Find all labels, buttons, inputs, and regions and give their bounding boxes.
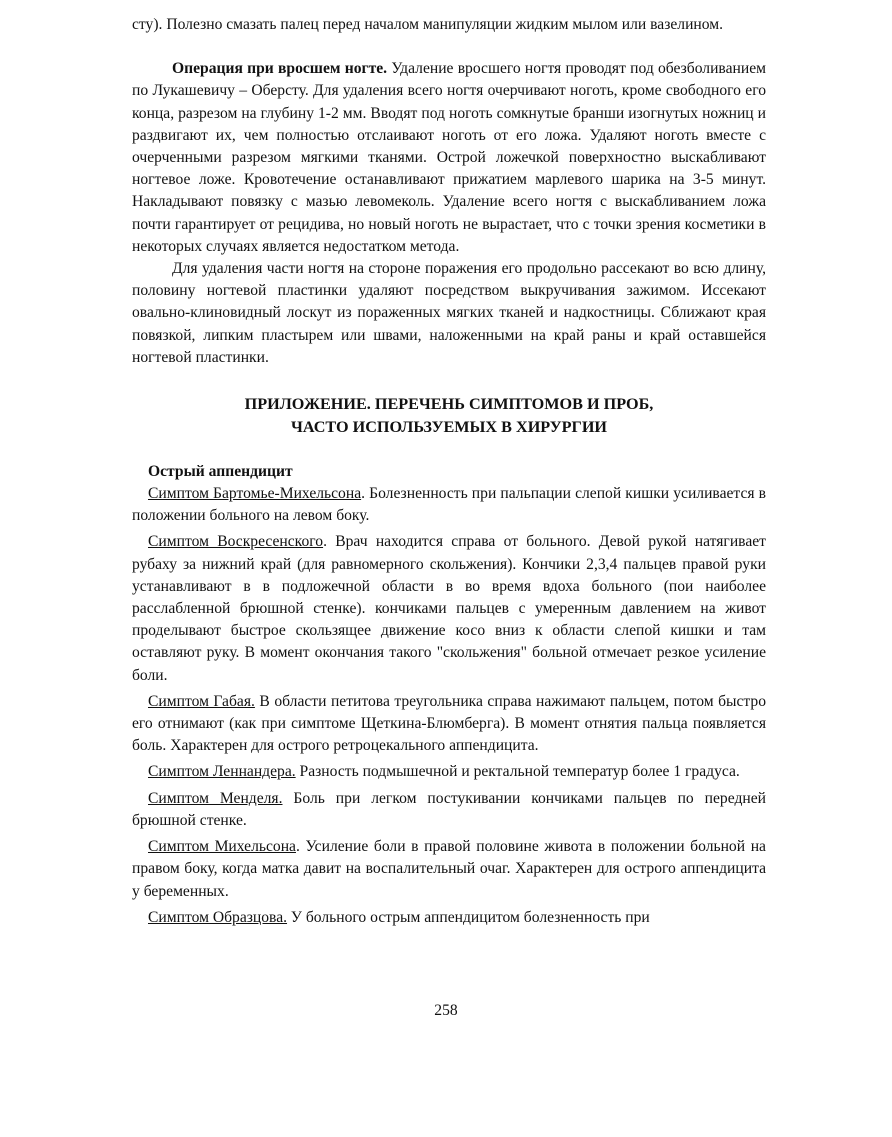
ingrown-nail-heading: Операция при вросшем ногте. — [172, 60, 388, 78]
symptom-entry — [132, 907, 766, 929]
symptom-name: Симптом Воскресенского — [148, 533, 324, 551]
symptom-entry — [132, 691, 766, 758]
symptom-name: Симптом Образцова. — [148, 908, 288, 926]
appendix-title — [132, 393, 766, 439]
symptom-text: У больного острым аппендицитом болезненность при — [287, 908, 650, 926]
symptom-name: Симптом Бартомье-Михельсона — [148, 485, 362, 503]
section-subtitle: Острый аппендицит — [148, 463, 293, 481]
symptom-text: . Усиление боли в правой половине живота в положении больной на правом боку, когда матка давит на воспалительный очаг. Характерен для острого аппендицита у беременных. — [132, 838, 766, 900]
symptom-name: Симптом Габая. — [148, 692, 255, 710]
appendix-title-line-1: ПРИЛОЖЕНИЕ. ПЕРЕЧЕНЬ СИМПТОМОВ И ПРОБ, — [244, 395, 654, 414]
intro-paragraph-tail: сту). Полезно смазать палец перед началом манипуляции жидким мылом или вазелином. — [132, 16, 724, 33]
symptom-text: Боль при легком постукивании кончиками пальцев по передней брюшной стенке. — [132, 789, 766, 829]
symptom-entry — [132, 761, 766, 783]
symptom-text: В области петитова треугольника справа нажимают пальцем, потом быстро его отнимают (как при симптоме Щеткина-Блюмберга). В момент отнятия пальца появляется боль. Характерен для острого ретроцекального аппендицита. — [132, 692, 766, 755]
spacer — [132, 36, 766, 58]
ingrown-nail-text-1: Удаление вросшего ногтя проводят под обезболиванием по Лукашевичу – Оберсту. Для удаления всего ногтя очерчивают ноготь, кроме свободного его конца, разрезом на глубину 1-2 мм. Вводят под ноготь сомкнутые бранши изогнутых ножниц и раздвигают их, чем полностью отслаивают ноготь от его ложа. Удаляют ноготь вместе с очерченными разрезом мягкими тканями. Острой ложечкой поверхностно выскабливают ногтевое ложе. Кровотечение останавливают прижатием марлевого шарика на 3-5 минут. Накладывают повязку с мазью левомеколь. Удаление всего ногтя с выскабливанием ложа почти гарантирует от рецидива, но новый ноготь не вырастает, что с точки зрения косметики в некоторых случаях является недостатком метода. — [132, 60, 766, 255]
symptom-name: Симптом Менделя. — [148, 789, 283, 807]
page-number: 258 — [434, 1002, 458, 1019]
appendix-title-line-2: ЧАСТО ИСПОЛЬЗУЕМЫХ В ХИРУРГИИ — [290, 418, 608, 437]
ingrown-nail-paragraph-2: Для удаления части ногтя на стороне поражения его продольно рассекают во всю длину, половину ногтевой пластинки удаляют посредством выкручивания зажимом. Иссекают овально-клиновидный лоскут из пораженных мягких тканей и надкостницы. Сближают края повязкой, липким пластырем или швами, наложенными на край раны и край оставшейся ногтевой пластинки. — [132, 260, 766, 366]
ingrown-nail-paragraph-1 — [132, 58, 766, 258]
symptom-entry — [132, 531, 766, 686]
symptom-text: . Болезненность при пальпации слепой кишки усиливается в положении больного на левом боку. — [132, 485, 766, 525]
symptom-name: Симптом Леннандера. — [148, 763, 296, 781]
symptom-name: Симптом Михельсона — [148, 838, 296, 856]
symptom-entry — [132, 788, 766, 832]
symptom-entry — [132, 483, 766, 527]
symptom-text: Разность подмышечной и ректальной температур более 1 градуса. — [295, 763, 740, 781]
symptom-text: . Врач находится справа от больного. Девой рукой натягивает рубаху за нижний край (для равномерного скольжения). Кончики 2,3,4 пальцев правой руки устанавливают в в подложечной области в во время вдоха больного (пои наиболее расслабленной брюшной стенке). кончиками пальцев с умеренным давлением на живот проделывают быстрое скользящее движение косо вниз к области слепой кишки и там оставляют руку. В момент окончания такого "скольжения" больной отмечает резкое усиление боли. — [132, 533, 766, 684]
symptom-entry — [132, 836, 766, 903]
page-body — [132, 14, 766, 933]
